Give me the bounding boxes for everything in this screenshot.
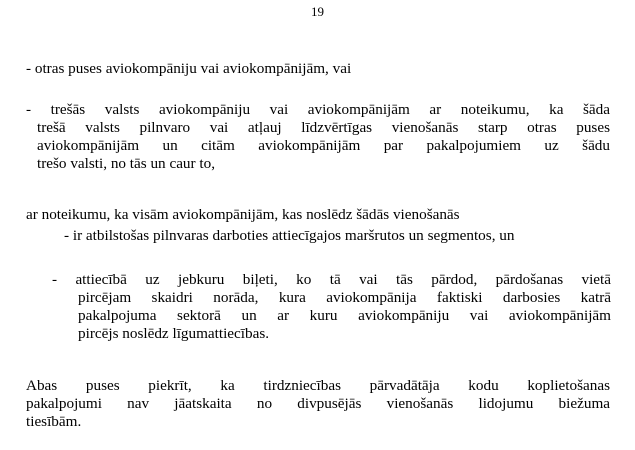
closing-paragraph-line-1: Abas puses piekrīt, ka tirdzniecības pārvadātāja kodu koplietošanas	[26, 377, 610, 394]
bullet-third-country-line-2: trešā valsts pilnvaro vai atļauj līdzvērtīgas vienošanās starp otras puses	[37, 119, 610, 136]
bullet-third-country-line-1: - trešās valsts aviokompāniju vai aviokompānijām ar noteikumu, ka šāda	[26, 101, 610, 118]
closing-paragraph-line-2: pakalpojumi nav jāatskaita no divpusējās vienošanās lidojumu biežuma	[26, 395, 610, 412]
condition-intro: ar noteikumu, ka visām aviokompānijām, kas noslēdz šādās vienošanās	[26, 206, 460, 223]
condition-ticket-line-3: pakalpojuma sektorā un ar kuru aviokompāniju vai aviokompānijām	[78, 307, 611, 324]
page-number: 19	[311, 4, 324, 19]
bullet-other-party-airlines: - otras puses aviokompāniju vai aviokompānijām, vai	[26, 60, 352, 77]
condition-authorization: - ir atbilstošas pilnvaras darboties attiecīgajos maršrutos un segmentos, un	[64, 227, 515, 244]
condition-ticket-line-2: pircējam skaidri norāda, kura aviokompānija faktiski darbosies katrā	[78, 289, 611, 306]
condition-ticket-line-1: - attiecībā uz jebkuru biļeti, ko tā vai tās pārdod, pārdošanas vietā	[52, 271, 611, 288]
bullet-third-country-line-4: trešo valsti, no tās un caur to,	[37, 155, 215, 172]
condition-ticket-line-4: pircējs noslēdz līgumattiecības.	[78, 325, 270, 342]
closing-paragraph-line-3: tiesībām.	[26, 413, 82, 430]
bullet-third-country-line-3: aviokompānijām un citām aviokompānijām par pakalpojumiem uz šādu	[37, 137, 610, 154]
